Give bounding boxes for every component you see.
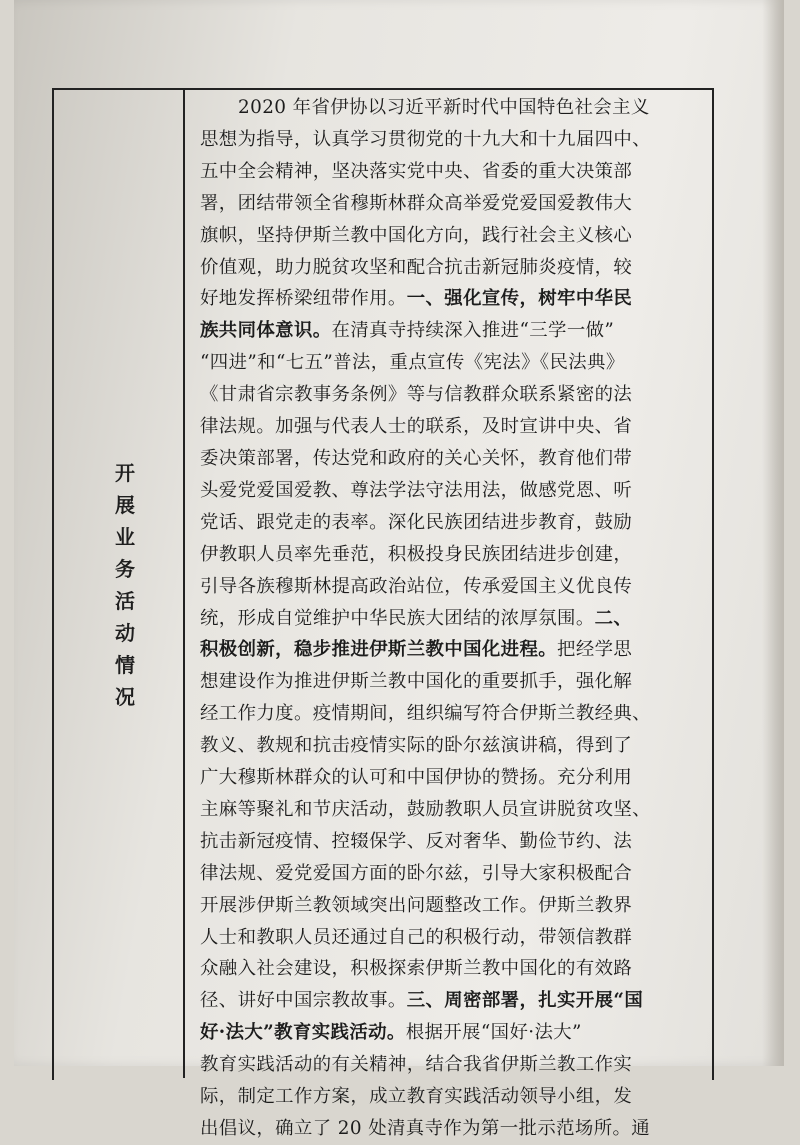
text-line (200, 443, 694, 475)
section-label (108, 457, 142, 713)
paper-edge-shadow (762, 0, 784, 1066)
section-label-char: 展 (115, 493, 135, 517)
body-text: 律法规。加强与代表人士的联系，及时宣讲中央、省 (200, 416, 633, 438)
body-text: 伊教职人员率先垂范，积极投身民族团结进步创建， (200, 543, 633, 565)
text-line (200, 539, 694, 571)
body-text: 引导各族穆斯林提高政治站位，传承爱国主义优良传 (200, 575, 633, 597)
text-line (200, 411, 694, 443)
body-text: 开展涉伊斯兰教领域突出问题整改工作。伊斯兰教界 (200, 894, 633, 916)
text-line (200, 730, 694, 762)
text-line (200, 1017, 694, 1049)
body-text: 根据开展“国好·法大” (405, 1022, 582, 1044)
body-text: 统，形成自觉维护中华民族大团结的浓厚氛围。 (200, 607, 595, 629)
body-text: 主麻等聚礼和节庆活动，鼓励教职人员宣讲脱贫攻坚、 (200, 798, 651, 820)
text-line (200, 283, 694, 315)
body-text: 际，制定工作方案，成立教育实践活动领导小组，发 (200, 1086, 633, 1108)
body-text: 五中全会精神，坚决落实党中央、省委的重大决策部 (200, 160, 633, 182)
body-text: 旗帜，坚持伊斯兰教中国化方向，践行社会主义核心 (200, 224, 633, 246)
text-line (200, 1049, 694, 1081)
body-text: 抗击新冠疫情、控辍保学、反对奢华、勤俭节约、法 (200, 830, 633, 852)
text-line (200, 124, 694, 156)
text-line (200, 188, 694, 220)
text-line (200, 92, 694, 124)
text-line (200, 698, 694, 730)
section-label-char: 业 (115, 525, 135, 549)
section-label-char: 务 (115, 557, 135, 581)
body-text: 2020 年省伊协以习近平新时代中国特色社会主义 (238, 97, 650, 118)
bold-heading-text: 三、周密部署，扎实开展“国 (406, 990, 644, 1012)
body-text: 经工作力度。疫情期间，组织编写符合伊斯兰教经典、 (200, 703, 651, 725)
body-text: 想建设作为推进伊斯兰教中国化的重要抓手，强化解 (200, 671, 633, 693)
text-line (200, 603, 694, 635)
text-line (200, 826, 694, 858)
section-label-char: 开 (115, 461, 135, 485)
bold-heading-text: 一、强化宣传，树牢中华民 (406, 288, 633, 310)
section-label-char: 活 (115, 589, 135, 613)
text-line (200, 666, 694, 698)
body-text: 教育实践活动的有关精神，结合我省伊斯兰教工作实 (200, 1054, 633, 1076)
body-text: 教义、教规和抗击疫情实际的卧尔兹演讲稿，得到了 (200, 735, 633, 757)
body-text: “四进”和“七五”普法，重点宣传《宪法》《民法典》 (200, 352, 625, 374)
section-label-char: 情 (115, 653, 135, 677)
bold-heading-text: 积极创新，稳步推进伊斯兰教中国化进程。 (200, 639, 558, 661)
text-line (200, 347, 694, 379)
body-text: 众融入社会建设，积极探索伊斯兰教中国化的有效路 (200, 958, 633, 980)
text-line (200, 985, 694, 1017)
body-text: 律法规、爱党爱国方面的卧尔兹，引导大家积极配合 (200, 862, 633, 884)
section-label-char: 动 (115, 621, 135, 645)
column-divider (183, 88, 185, 1078)
text-line (200, 475, 694, 507)
body-text: 头爱党爱国爱教、尊法学法守法用法，做感党恩、听 (200, 479, 633, 501)
body-text: 《甘肃省宗教事务条例》等与信教群众联系紧密的法 (200, 384, 633, 406)
text-line (200, 922, 694, 954)
bold-heading-text: 二、 (594, 607, 633, 629)
text-line (200, 379, 694, 411)
text-line (200, 890, 694, 922)
body-text: 价值观，助力脱贫攻坚和配合抗击新冠肺炎疫情，较 (200, 256, 633, 278)
text-line (200, 858, 694, 890)
body-text: 把经学思 (557, 639, 633, 661)
body-text: 好地发挥桥梁纽带作用。 (200, 288, 407, 310)
body-text: 径、讲好中国宗教故事。 (200, 990, 407, 1012)
text-line (200, 252, 694, 284)
body-text: 人士和教职人员还通过自己的积极行动，带领信教群 (200, 926, 633, 948)
text-line (200, 1113, 694, 1145)
text-line (200, 220, 694, 252)
text-line (200, 634, 694, 666)
body-text: 党话、跟党走的表率。深化民族团结进步教育，鼓励 (200, 511, 633, 533)
text-line (200, 953, 694, 985)
text-line (200, 156, 694, 188)
text-line (200, 315, 694, 347)
body-text: 出倡议，确立了 20 处清真寺作为第一批示范场所。通 (200, 1118, 651, 1139)
body-text: 广大穆斯林群众的认可和中国伊协的赞扬。充分利用 (200, 767, 633, 789)
bold-heading-text: 族共同体意识。 (200, 320, 332, 342)
section-content (200, 92, 694, 1145)
text-line (200, 762, 694, 794)
body-text: 委决策部署，传达党和政府的关心关怀，教育他们带 (200, 447, 633, 469)
text-line (200, 571, 694, 603)
bold-heading-text: 好·法大”教育实践活动。 (200, 1022, 406, 1044)
text-line (200, 507, 694, 539)
body-text: 在清真寺持续深入推进“三学一做” (331, 320, 615, 342)
body-text: 思想为指导，认真学习贯彻党的十九大和十九届四中、 (200, 128, 651, 150)
text-line (200, 1081, 694, 1113)
text-line (200, 794, 694, 826)
section-label-char: 况 (115, 685, 135, 709)
body-text: 署，团结带领全省穆斯林群众高举爱党爱国爱教伟大 (200, 192, 633, 214)
